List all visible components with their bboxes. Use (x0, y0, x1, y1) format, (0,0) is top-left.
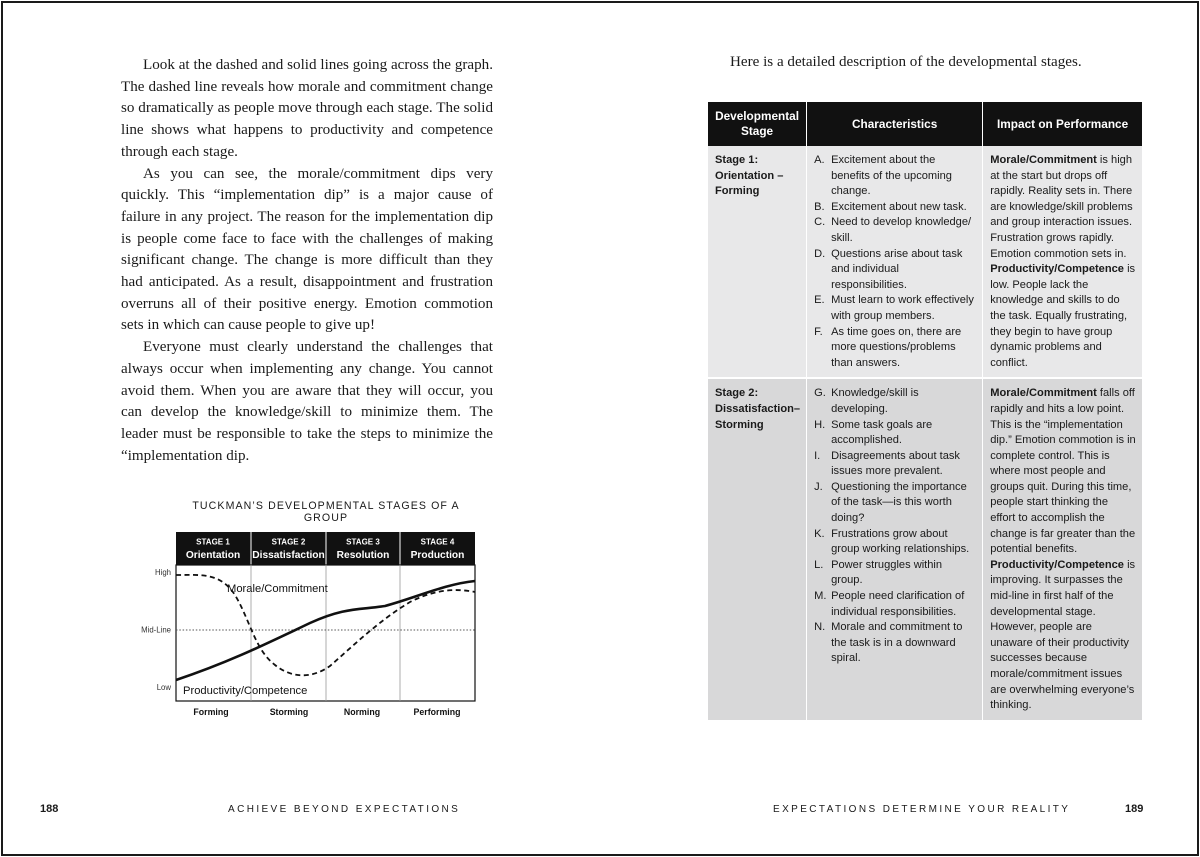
x-stage-label: Norming (343, 707, 381, 717)
paragraph-2: As you can see, the morale/commitment dips very quickly. This “implementation dip” is a major cause of failure in any project. The reason for the implementation dip is people come face to face with the challenges of making significant change. The change is more difficult than they had anticipated. As a result, disappointment and frustration overruns all of their positive energy. Emotion commotion sets in which can cause people to give up! (121, 165, 493, 334)
impact-term: Morale/Commitment (990, 154, 1097, 166)
morale-commitment-label: Morale/Commitment (227, 583, 328, 595)
list-item (814, 386, 976, 417)
paragraph-3: Everyone must clearly understand the challenges that always occur when implementing any change. You cannot avoid them. When you are aware that they will occur, you can develop the knowledge/skill to minimize them. The leader must be responsible to take the steps to minimize the “implementation dip. (121, 339, 493, 464)
list-item (814, 247, 976, 294)
page-number: 189 (1125, 803, 1144, 815)
impact-term: Productivity/Competence (990, 558, 1124, 571)
list-text: Some task goals are accomplished. (831, 418, 933, 447)
list-letter: N. (814, 621, 826, 634)
x-stage-label: Forming (193, 707, 229, 717)
developmental-stages-table (708, 102, 1142, 720)
list-item (814, 325, 976, 372)
impact-text: falls off rapidly and hits a low point. This is the “implementation dip.” Emotion commotion is in complete control. This is where most people and groups quit. During this time, people start thinking the effort to accomplish the change is far greater than the potential benefits. (990, 387, 1136, 556)
list-letter: D. (814, 247, 826, 260)
list-item (814, 418, 976, 449)
list-item (814, 589, 976, 620)
list-letter: M. (814, 590, 827, 603)
page-number: 188 (40, 803, 59, 815)
stage-number: STAGE 4 (420, 537, 455, 547)
list-item (814, 620, 976, 667)
list-letter: F. (814, 325, 823, 338)
figure-title: TUCKMAN’S DEVELOPMENTAL STAGES OF A GROUP (192, 500, 460, 524)
list-letter: E. (814, 294, 825, 307)
list-letter: H. (814, 418, 826, 431)
table-row (708, 146, 1142, 378)
impact-text: is improving. It surpasses the mid-line in first half of the developmental stage. However, people are unaware of their productivity successes because morale/commitment issues are overwhelming everyone’s thinking. (990, 558, 1136, 712)
table-intro: Here is a detailed description of the developmental stages. (730, 54, 1082, 70)
impact-text: is low. People lack the knowledge and skills to do the task. Equally frustrating, they begin to have group dynamic problems and conflict. (990, 263, 1136, 369)
characteristics-list (814, 386, 976, 667)
characteristics-list (814, 153, 976, 371)
list-text: Disagreements about task issues more prevalent. (831, 449, 960, 478)
list-text: Power struggles within group. (831, 558, 943, 587)
list-letter: K. (814, 527, 825, 540)
stage-cell: Stage 2: Dissatisfaction– Storming (708, 378, 807, 719)
list-text: Questioning the importance of the task—is this worth doing? (831, 480, 967, 525)
productivity-competence-label: Productivity/Competence (183, 685, 308, 697)
impact-cell (983, 146, 1142, 378)
column-header: Characteristics (807, 102, 983, 146)
characteristics-cell (807, 146, 983, 378)
stage-name: Dissatisfaction (252, 550, 325, 561)
table-row (708, 378, 1142, 719)
impact-term: Morale/Commitment (990, 387, 1097, 400)
stage-name: Resolution (336, 550, 390, 561)
y-level-label: High (154, 568, 171, 577)
column-header: Impact on Performance (983, 102, 1142, 146)
stage-number: STAGE 2 (271, 537, 306, 547)
characteristics-cell (807, 378, 983, 719)
tuckman-stages-figure (140, 520, 480, 725)
list-text: Excitement about new task. (831, 200, 967, 213)
list-text: Must learn to work effectively with group members. (831, 294, 974, 322)
list-text: Frustrations grow about group working relationships. (831, 527, 970, 556)
table-header-row (708, 102, 1142, 146)
running-head: EXPECTATIONS DETERMINE YOUR REALITY (773, 804, 1071, 815)
productivity-competence-line (176, 581, 475, 680)
right-page (600, 0, 1200, 857)
y-level-label: Mid-Line (141, 625, 171, 635)
running-head: ACHIEVE BEYOND EXPECTATIONS (228, 804, 461, 815)
list-letter: A. (814, 154, 825, 166)
x-stage-label: Storming (269, 707, 309, 717)
list-item (814, 200, 976, 216)
list-letter: C. (814, 216, 826, 229)
list-text: As time goes on, there are more questions/problems than answers. (831, 325, 962, 369)
stage-name: Orientation (185, 550, 241, 561)
list-item (814, 449, 976, 480)
paragraph-1: Look at the dashed and solid lines going across the graph. The dashed line reveals how morale and commitment change so dramatically as people move through each stage. The solid line shows what happens to productivity and competence through each stage. (121, 57, 493, 160)
list-item (814, 480, 976, 527)
column-header: Developmental Stage (708, 102, 807, 146)
list-text: Knowledge/skill is developing. (831, 387, 919, 415)
list-item (814, 293, 976, 324)
stage-number: STAGE 1 (196, 537, 230, 547)
impact-cell (983, 378, 1142, 719)
list-text: People need clarification of individual responsibilities. (831, 590, 965, 618)
list-letter: B. (814, 200, 825, 213)
list-letter: L. (814, 558, 824, 571)
stage-cell: Stage 1: Orientation – Forming (708, 146, 807, 378)
list-item (814, 527, 976, 558)
x-stage-label: Performing (413, 707, 461, 717)
list-item (814, 215, 976, 246)
stage-name: Production (410, 550, 465, 561)
list-letter: I. (814, 449, 821, 462)
list-letter: J. (814, 480, 823, 493)
list-text: Morale and commitment to the task is in a downward spiral. (831, 621, 963, 665)
list-item (814, 153, 976, 200)
y-level-label: Low (156, 683, 171, 692)
list-text: Questions arise about task and individual responsibilities. (831, 247, 963, 291)
impact-term: Productivity/Competence (990, 263, 1124, 276)
list-text: Need to develop knowledge/ skill. (831, 216, 972, 244)
body-text (121, 55, 493, 467)
list-item (814, 558, 976, 589)
impact-text: is high at the start but drops off rapidly. Reality sets in. There are knowledge/skill problems and group interaction issues. Frustration grows rapidly. Emotion commotion sets in. (990, 154, 1133, 260)
list-letter: G. (814, 387, 826, 400)
list-text: Excitement about the benefits of the upcoming change. (831, 154, 952, 198)
stage-number: STAGE 3 (346, 537, 380, 547)
